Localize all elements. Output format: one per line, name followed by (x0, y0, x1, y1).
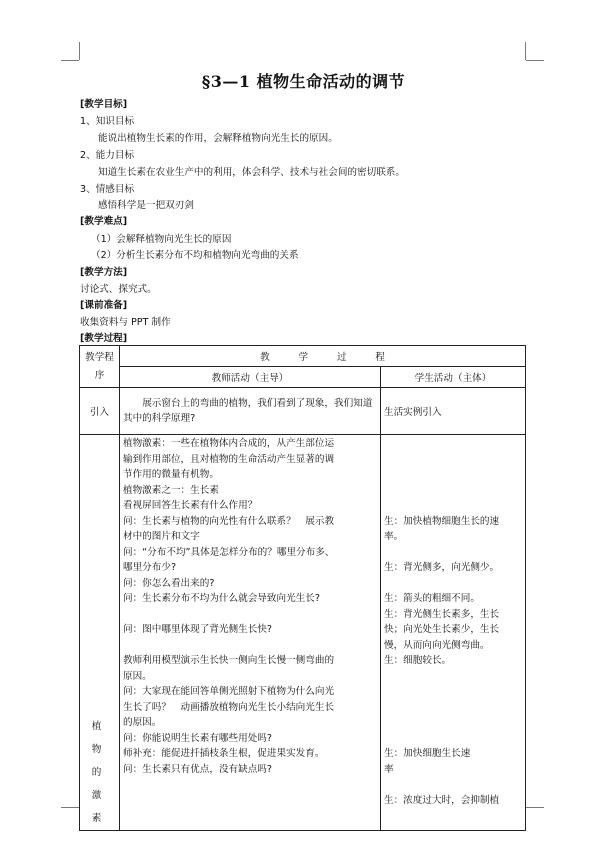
teacher-lines-list (123, 436, 377, 777)
student-line: 快；向光处生长素少，生长 (384, 624, 500, 635)
student-line: 慢，从而向向光侧弯曲。 (384, 639, 490, 651)
student-line: 生：背光侧多，向光侧少。 (384, 562, 500, 573)
prep-text: 收集资料与 PPT 制作 (80, 317, 171, 328)
teacher-line: 的原因。 (123, 717, 162, 728)
teacher-line: 问：生长素只有优点，没有缺点吗? (123, 763, 272, 775)
table-row-hormone (80, 435, 526, 831)
student-line (384, 700, 522, 716)
method-heading: [教学方法] (80, 267, 128, 278)
table-row-intro (80, 388, 526, 435)
hormone-student-activity (381, 435, 526, 831)
student-line (384, 731, 522, 747)
student-line: 生：细胞较长。 (384, 655, 452, 666)
teacher-line: 植物激素：一些在植物体内合成的，从产生部位运 (123, 438, 335, 449)
crop-mark-top-left-v (79, 42, 80, 60)
student-line: 生：加快植物细胞生长的速 (384, 515, 500, 527)
teacher-line: 节作用的微量有机物。 (123, 469, 219, 480)
col-process-header: 教 学 过 程 (120, 346, 526, 367)
teacher-line: 问：你能说明生长素有哪些用处吗? (123, 732, 272, 744)
teacher-line: 问：图中哪里体现了背光侧生长快? (123, 624, 272, 635)
student-line (384, 715, 522, 731)
process-heading: [教学过程] (80, 333, 128, 344)
col-student-header: 学生活动（主体） (381, 367, 526, 388)
student-line (384, 452, 522, 468)
student-line: 生：箭头的粗细不同。 (384, 593, 480, 604)
student-line: 生：浓度过大时，会抑制植 (384, 794, 500, 806)
teacher-line: 问：“分布不均”具体是怎样分布的？哪里分布多、 (123, 546, 335, 558)
teaching-process-table (79, 345, 526, 831)
student-line (384, 436, 522, 452)
ability-text: 知道生长素在农业生产中的利用，体会科学、技术与社会间的密切联系。 (98, 167, 405, 178)
crop-mark-top-right-v (525, 42, 526, 60)
student-line (384, 684, 522, 700)
teacher-line: 问：生长素分布不均为什么就会导致向光生长? (123, 593, 320, 604)
intro-student-activity: 生活实例引入 (381, 388, 526, 435)
student-line (384, 669, 522, 685)
difficulty-item-2: （2）分析生长素分布不均和植物向光弯曲的关系 (91, 250, 299, 261)
teacher-line: 哪里分布少? (123, 562, 177, 573)
difficulty-heading: [教学难点] (80, 216, 128, 227)
col-teacher-header: 教师活动（主导） (120, 367, 381, 388)
page-title: §3—1 植物生命活动的调节 (201, 72, 406, 91)
crop-mark-top-right-h (526, 60, 544, 61)
hormone-label: 植物的激素 (80, 435, 120, 831)
emotion-text: 感悟科学是一把双刃剑 (98, 200, 194, 211)
method-text: 讨论式、探究式。 (80, 284, 157, 295)
ability-heading: 2、能力目标 (80, 150, 135, 161)
difficulty-item-1: （1）会解释植物向光生长的原因 (91, 234, 232, 245)
teacher-line (123, 638, 377, 654)
objectives-heading: [教学目标] (80, 99, 128, 110)
intro-teacher-activity: 展示窗台上的弯曲的植物，我们看到了现象，我们知道其中的科学原理? (120, 388, 381, 435)
student-line (384, 498, 522, 514)
student-line (384, 576, 522, 592)
teacher-line: 教师利用模型演示生长快一侧向生长慢一侧弯曲的 (123, 655, 335, 666)
prep-heading: [课前准备] (80, 300, 128, 311)
teacher-line: 输到作用部位，且对植物的生命活动产生显著的调 (123, 453, 335, 465)
student-line (384, 467, 522, 483)
student-line: 率 (384, 763, 394, 775)
crop-mark-top-left-h (61, 60, 79, 61)
crop-mark-bottom-left-h (61, 807, 79, 808)
teacher-line: 问：你怎么看出来的? (123, 577, 215, 589)
col-program-header: 教学程序 (80, 346, 120, 388)
teacher-line (123, 607, 377, 623)
teacher-line: 植物激素之一：生长素 (123, 484, 219, 496)
student-line (384, 483, 522, 499)
student-line: 率。 (384, 531, 404, 542)
teacher-line: 师补充：能促进扦插枝条生根，促进果实发育。 (123, 748, 325, 759)
teacher-line: 问：生长素与植物的向光性有什么联系？ 展示教 (123, 515, 335, 527)
table-subheader-row (80, 367, 526, 388)
teacher-line: 生长了吗？ 动画播放植物向光生长小结向光生长 (123, 701, 335, 713)
student-line: 生：背光侧生长素多，生长 (384, 608, 500, 620)
knowledge-heading: 1、知识目标 (80, 116, 135, 127)
table-header-row (80, 346, 526, 367)
teacher-line: 看视屏回答生长素有什么作用？ (123, 500, 258, 511)
teacher-line: 原因。 (123, 670, 152, 682)
teacher-line: 问：大家现在能回答单侧光照射下植物为什么向光 (123, 686, 335, 697)
crop-mark-bottom-right-h (526, 807, 544, 808)
emotion-heading: 3、情感目标 (80, 184, 135, 195)
student-lines-list (384, 436, 522, 808)
student-line: 生：加快细胞生长速 (384, 748, 471, 759)
student-line (384, 777, 522, 793)
teacher-line: 材中的图片和文字 (123, 531, 200, 542)
student-line (384, 545, 522, 561)
intro-label: 引入 (80, 388, 120, 435)
hormone-teacher-activity (120, 435, 381, 831)
knowledge-text: 能说出植物生长素的作用，会解释植物向光生长的原因。 (98, 133, 338, 144)
